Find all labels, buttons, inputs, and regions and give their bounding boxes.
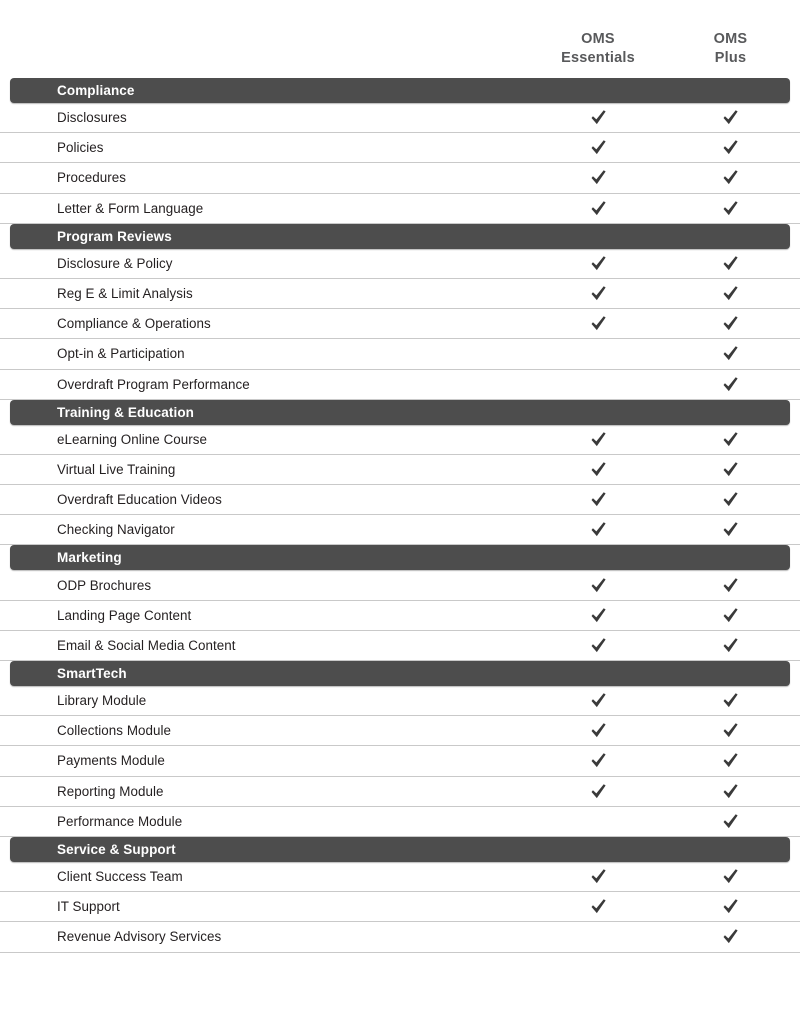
feature-cell-essentials (525, 194, 671, 223)
checkmark-icon (721, 520, 740, 539)
feature-cell-essentials (525, 922, 671, 951)
checkmark-icon (589, 108, 608, 127)
checkmark-icon (589, 199, 608, 218)
feature-row (0, 103, 800, 133)
feature-section (0, 224, 800, 400)
feature-row (0, 631, 800, 661)
feature-row (0, 686, 800, 716)
checkmark-icon (589, 867, 608, 886)
feature-cell-essentials (525, 339, 671, 368)
feature-cell-essentials (525, 425, 671, 454)
feature-name: Client Success Team (57, 869, 183, 885)
checkmark-icon (589, 168, 608, 187)
feature-cell-plus (671, 807, 790, 836)
feature-row (0, 455, 800, 485)
feature-cell-plus (671, 103, 790, 132)
checkmark-icon (589, 782, 608, 801)
checkmark-icon (721, 751, 740, 770)
feature-row (0, 601, 800, 631)
section-title: Training & Education (57, 404, 195, 420)
feature-row (0, 133, 800, 163)
checkmark-icon (721, 782, 740, 801)
checkmark-icon (721, 636, 740, 655)
feature-cell-essentials (525, 279, 671, 308)
feature-cell-essentials (525, 601, 671, 630)
feature-cell-essentials (525, 309, 671, 338)
feature-cell-plus (671, 370, 790, 399)
feature-row (0, 746, 800, 776)
checkmark-icon (721, 460, 740, 479)
feature-cell-essentials (525, 631, 671, 660)
plan-header-essentials (525, 30, 671, 78)
feature-row (0, 777, 800, 807)
feature-cell-essentials (525, 862, 671, 891)
section-title: SmartTech (57, 666, 127, 681)
plan-header-essentials-line2: Essentials (561, 50, 635, 66)
feature-name: Overdraft Program Performance (57, 376, 250, 392)
feature-name: Library Module (57, 693, 147, 709)
feature-name: Reg E & Limit Analysis (57, 286, 193, 302)
feature-name: Landing Page Content (57, 607, 192, 623)
checkmark-icon (589, 460, 608, 479)
feature-cell-plus (671, 133, 790, 162)
feature-cell-essentials (525, 686, 671, 715)
section-title: Marketing (57, 550, 122, 566)
section-header (10, 78, 790, 103)
feature-cell-essentials (525, 777, 671, 806)
feature-section (0, 545, 800, 661)
checkmark-icon (721, 867, 740, 886)
feature-cell-essentials (525, 807, 671, 836)
feature-name: Policies (57, 140, 104, 156)
feature-name: eLearning Online Course (57, 431, 208, 447)
checkmark-icon (721, 168, 740, 187)
checkmark-icon (721, 344, 740, 363)
feature-cell-plus (671, 746, 790, 775)
feature-cell-essentials (525, 455, 671, 484)
checkmark-icon (589, 490, 608, 509)
feature-name: Payments Module (57, 753, 165, 769)
feature-cell-plus (671, 570, 790, 599)
feature-cell-essentials (525, 163, 671, 192)
feature-row (0, 249, 800, 279)
section-header (10, 545, 790, 570)
checkmark-icon (589, 430, 608, 449)
section-header (10, 837, 790, 862)
checkmark-icon (721, 927, 740, 946)
feature-name: Revenue Advisory Services (57, 929, 222, 945)
feature-cell-plus (671, 194, 790, 223)
feature-cell-plus (671, 686, 790, 715)
table-footer-spacer (0, 953, 800, 993)
checkmark-icon (589, 721, 608, 740)
checkmark-icon (721, 108, 740, 127)
feature-cell-plus (671, 515, 790, 544)
feature-cell-essentials (525, 485, 671, 514)
checkmark-icon (721, 375, 740, 394)
checkmark-icon (721, 254, 740, 273)
checkmark-icon (589, 284, 608, 303)
feature-cell-plus (671, 339, 790, 368)
feature-cell-essentials (525, 892, 671, 921)
section-title: Program Reviews (57, 228, 172, 244)
feature-row (0, 862, 800, 892)
feature-cell-essentials (525, 370, 671, 399)
feature-cell-essentials (525, 716, 671, 745)
feature-cell-essentials (525, 746, 671, 775)
feature-name: ODP Brochures (57, 577, 152, 593)
feature-name: Performance Module (57, 813, 183, 829)
feature-cell-plus (671, 163, 790, 192)
feature-cell-plus (671, 249, 790, 278)
feature-row (0, 807, 800, 837)
checkmark-icon (721, 606, 740, 625)
feature-row (0, 716, 800, 746)
feature-row (0, 339, 800, 369)
feature-cell-plus (671, 485, 790, 514)
feature-section (0, 837, 800, 953)
feature-cell-plus (671, 777, 790, 806)
feature-cell-plus (671, 716, 790, 745)
sections-container (0, 78, 800, 953)
plan-header-essentials-line1: OMS (581, 31, 615, 47)
feature-name: Email & Social Media Content (57, 637, 236, 653)
checkmark-icon (589, 254, 608, 273)
table-column-header (0, 0, 800, 78)
feature-row (0, 892, 800, 922)
feature-name: Opt-in & Participation (57, 346, 185, 362)
feature-name: Compliance & Operations (57, 316, 211, 332)
plan-header-plus-line1: OMS (713, 31, 748, 47)
feature-cell-essentials (525, 515, 671, 544)
feature-cell-plus (671, 862, 790, 891)
feature-row (0, 194, 800, 224)
feature-name: Virtual Live Training (57, 461, 176, 477)
feature-cell-plus (671, 279, 790, 308)
feature-section (0, 78, 800, 224)
feature-cell-plus (671, 455, 790, 484)
checkmark-icon (589, 691, 608, 710)
feature-row (0, 485, 800, 515)
plan-header-plus-line2: Plus (714, 50, 747, 66)
section-header (10, 661, 790, 686)
section-title: Compliance (57, 83, 135, 98)
feature-cell-essentials (525, 103, 671, 132)
checkmark-icon (589, 606, 608, 625)
section-header (10, 400, 790, 425)
checkmark-icon (589, 576, 608, 595)
feature-name: Checking Navigator (57, 522, 175, 538)
feature-row (0, 163, 800, 193)
checkmark-icon (589, 138, 608, 157)
checkmark-icon (589, 636, 608, 655)
feature-row (0, 370, 800, 400)
checkmark-icon (721, 812, 740, 831)
checkmark-icon (589, 751, 608, 770)
checkmark-icon (721, 314, 740, 333)
feature-cell-plus (671, 309, 790, 338)
feature-name: Disclosures (57, 110, 127, 126)
feature-cell-plus (671, 631, 790, 660)
feature-name: Letter & Form Language (57, 200, 204, 216)
feature-row (0, 515, 800, 545)
section-header (10, 224, 790, 249)
feature-name: Reporting Module (57, 783, 164, 799)
checkmark-icon (721, 199, 740, 218)
feature-row (0, 309, 800, 339)
feature-cell-plus (671, 922, 790, 951)
checkmark-icon (721, 897, 740, 916)
feature-cell-essentials (525, 133, 671, 162)
checkmark-icon (589, 314, 608, 333)
feature-row (0, 425, 800, 455)
checkmark-icon (721, 721, 740, 740)
feature-section (0, 400, 800, 546)
checkmark-icon (589, 897, 608, 916)
checkmark-icon (721, 430, 740, 449)
checkmark-icon (721, 284, 740, 303)
feature-section (0, 661, 800, 837)
feature-cell-plus (671, 601, 790, 630)
feature-row (0, 570, 800, 600)
feature-name: IT Support (57, 899, 120, 915)
feature-row (0, 922, 800, 952)
checkmark-icon (721, 138, 740, 157)
feature-cell-plus (671, 892, 790, 921)
feature-cell-essentials (525, 570, 671, 599)
checkmark-icon (721, 490, 740, 509)
feature-name: Overdraft Education Videos (57, 492, 222, 508)
feature-name: Procedures (57, 170, 126, 186)
section-title: Service & Support (57, 841, 176, 857)
plan-header-plus (671, 30, 790, 78)
checkmark-icon (721, 576, 740, 595)
feature-cell-essentials (525, 249, 671, 278)
checkmark-icon (721, 691, 740, 710)
feature-name: Collections Module (57, 723, 172, 739)
feature-row (0, 279, 800, 309)
checkmark-icon (589, 520, 608, 539)
feature-name: Disclosure & Policy (57, 255, 173, 271)
feature-cell-plus (671, 425, 790, 454)
